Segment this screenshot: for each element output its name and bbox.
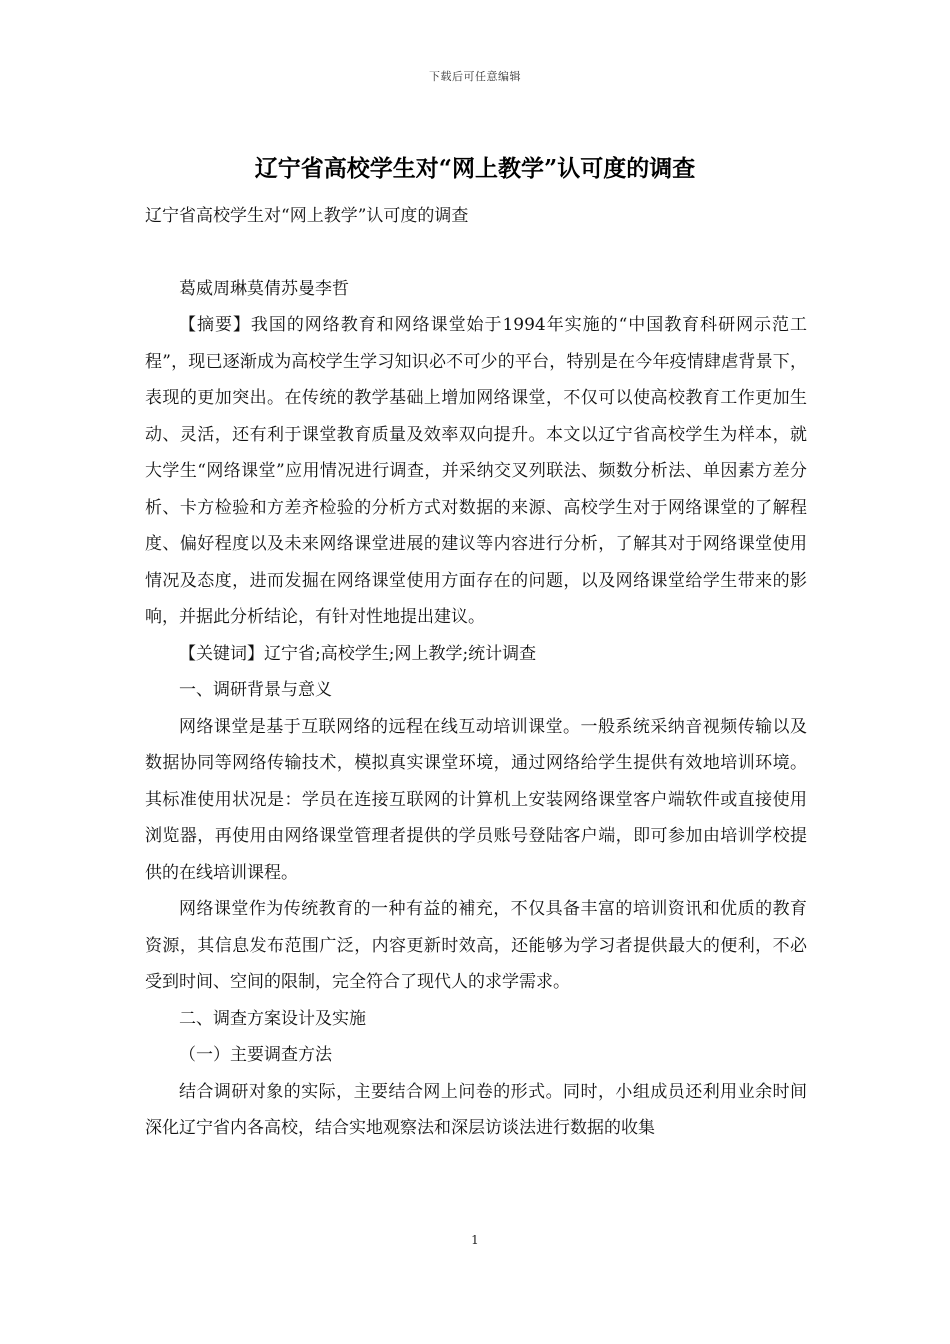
abstract-paragraph: 【摘要】我国的网络教育和网络课堂始于1994年实施的“中国教育科研网示范工程”，现已逐渐成为高校学生学习知识必不可少的平台，特别是在今年疫情肆虐背景下，表现的更加突出。在传统的教学基础上增加网络课堂，不仅可以使高校教育工作更加生动、灵活，还有利于课堂教育质量及效率双向提升。本文以辽宁省高校学生为样本，就大学生“网络课堂”应用情况进行调查，并采纳交叉列联法、频数分析法、单因素方差分析、卡方检验和方差齐检验的分析方式对数据的来源、高校学生对于网络课堂的了解程度、偏好程度以及未来网络课堂进展的建议等内容进行分析，了解其对于网络课堂使用情况及态度，进而发掘在网络课堂使用方面存在的问题，以及网络课堂给学生带来的影响，并据此分析结论，有针对性地提出建议。 xyxy=(145,315,807,627)
keywords: 【关键词】辽宁省;高校学生;网上教学;统计调查 xyxy=(179,643,537,664)
document-subtitle: 辽宁省高校学生对“网上教学”认可度的调查 xyxy=(145,206,469,226)
document-body xyxy=(145,198,807,1147)
authors: 葛威周琳莫倩苏曼李哲 xyxy=(179,278,349,299)
subsection-heading: （一）主要调查方法 xyxy=(179,1045,332,1065)
body-paragraph: 结合调研对象的实际，主要结合网上问卷的形式。同时，小组成员还利用业余时间深化辽宁省内各高校，结合实地观察法和深层访谈法进行数据的收集 xyxy=(145,1081,807,1138)
document-title: 辽宁省高校学生对“网上教学”认可度的调查 xyxy=(254,155,696,182)
header-note: 下载后可任意编辑 xyxy=(429,70,521,83)
spacer xyxy=(145,235,807,271)
page-number: 1 xyxy=(471,1233,479,1247)
section-heading: 一、调研背景与意义 xyxy=(179,680,332,700)
body-paragraph: 网络课堂是基于互联网络的远程在线互动培训课堂。一般系统采纳音视频传输以及数据协同等网络传输技术，模拟真实课堂环境，通过网络给学生提供有效地培训环境。其标准使用状况是：学员在连接互联网的计算机上安装网络课堂客户端软件或直接使用浏览器，再使用由网络课堂管理者提供的学员账号登陆客户端，即可参加由培训学校提供的在线培训课程。 xyxy=(145,716,807,883)
section-heading: 二、调查方案设计及实施 xyxy=(179,1008,366,1029)
body-paragraph: 网络课堂作为传统教育的一种有益的補充，不仅具备丰富的培训资讯和优质的教育资源，其信息发布范围广泛，内容更新时效高，还能够为学习者提供最大的便利，不必受到时间、空间的限制，完全符合了现代人的求学需求。 xyxy=(145,899,807,992)
